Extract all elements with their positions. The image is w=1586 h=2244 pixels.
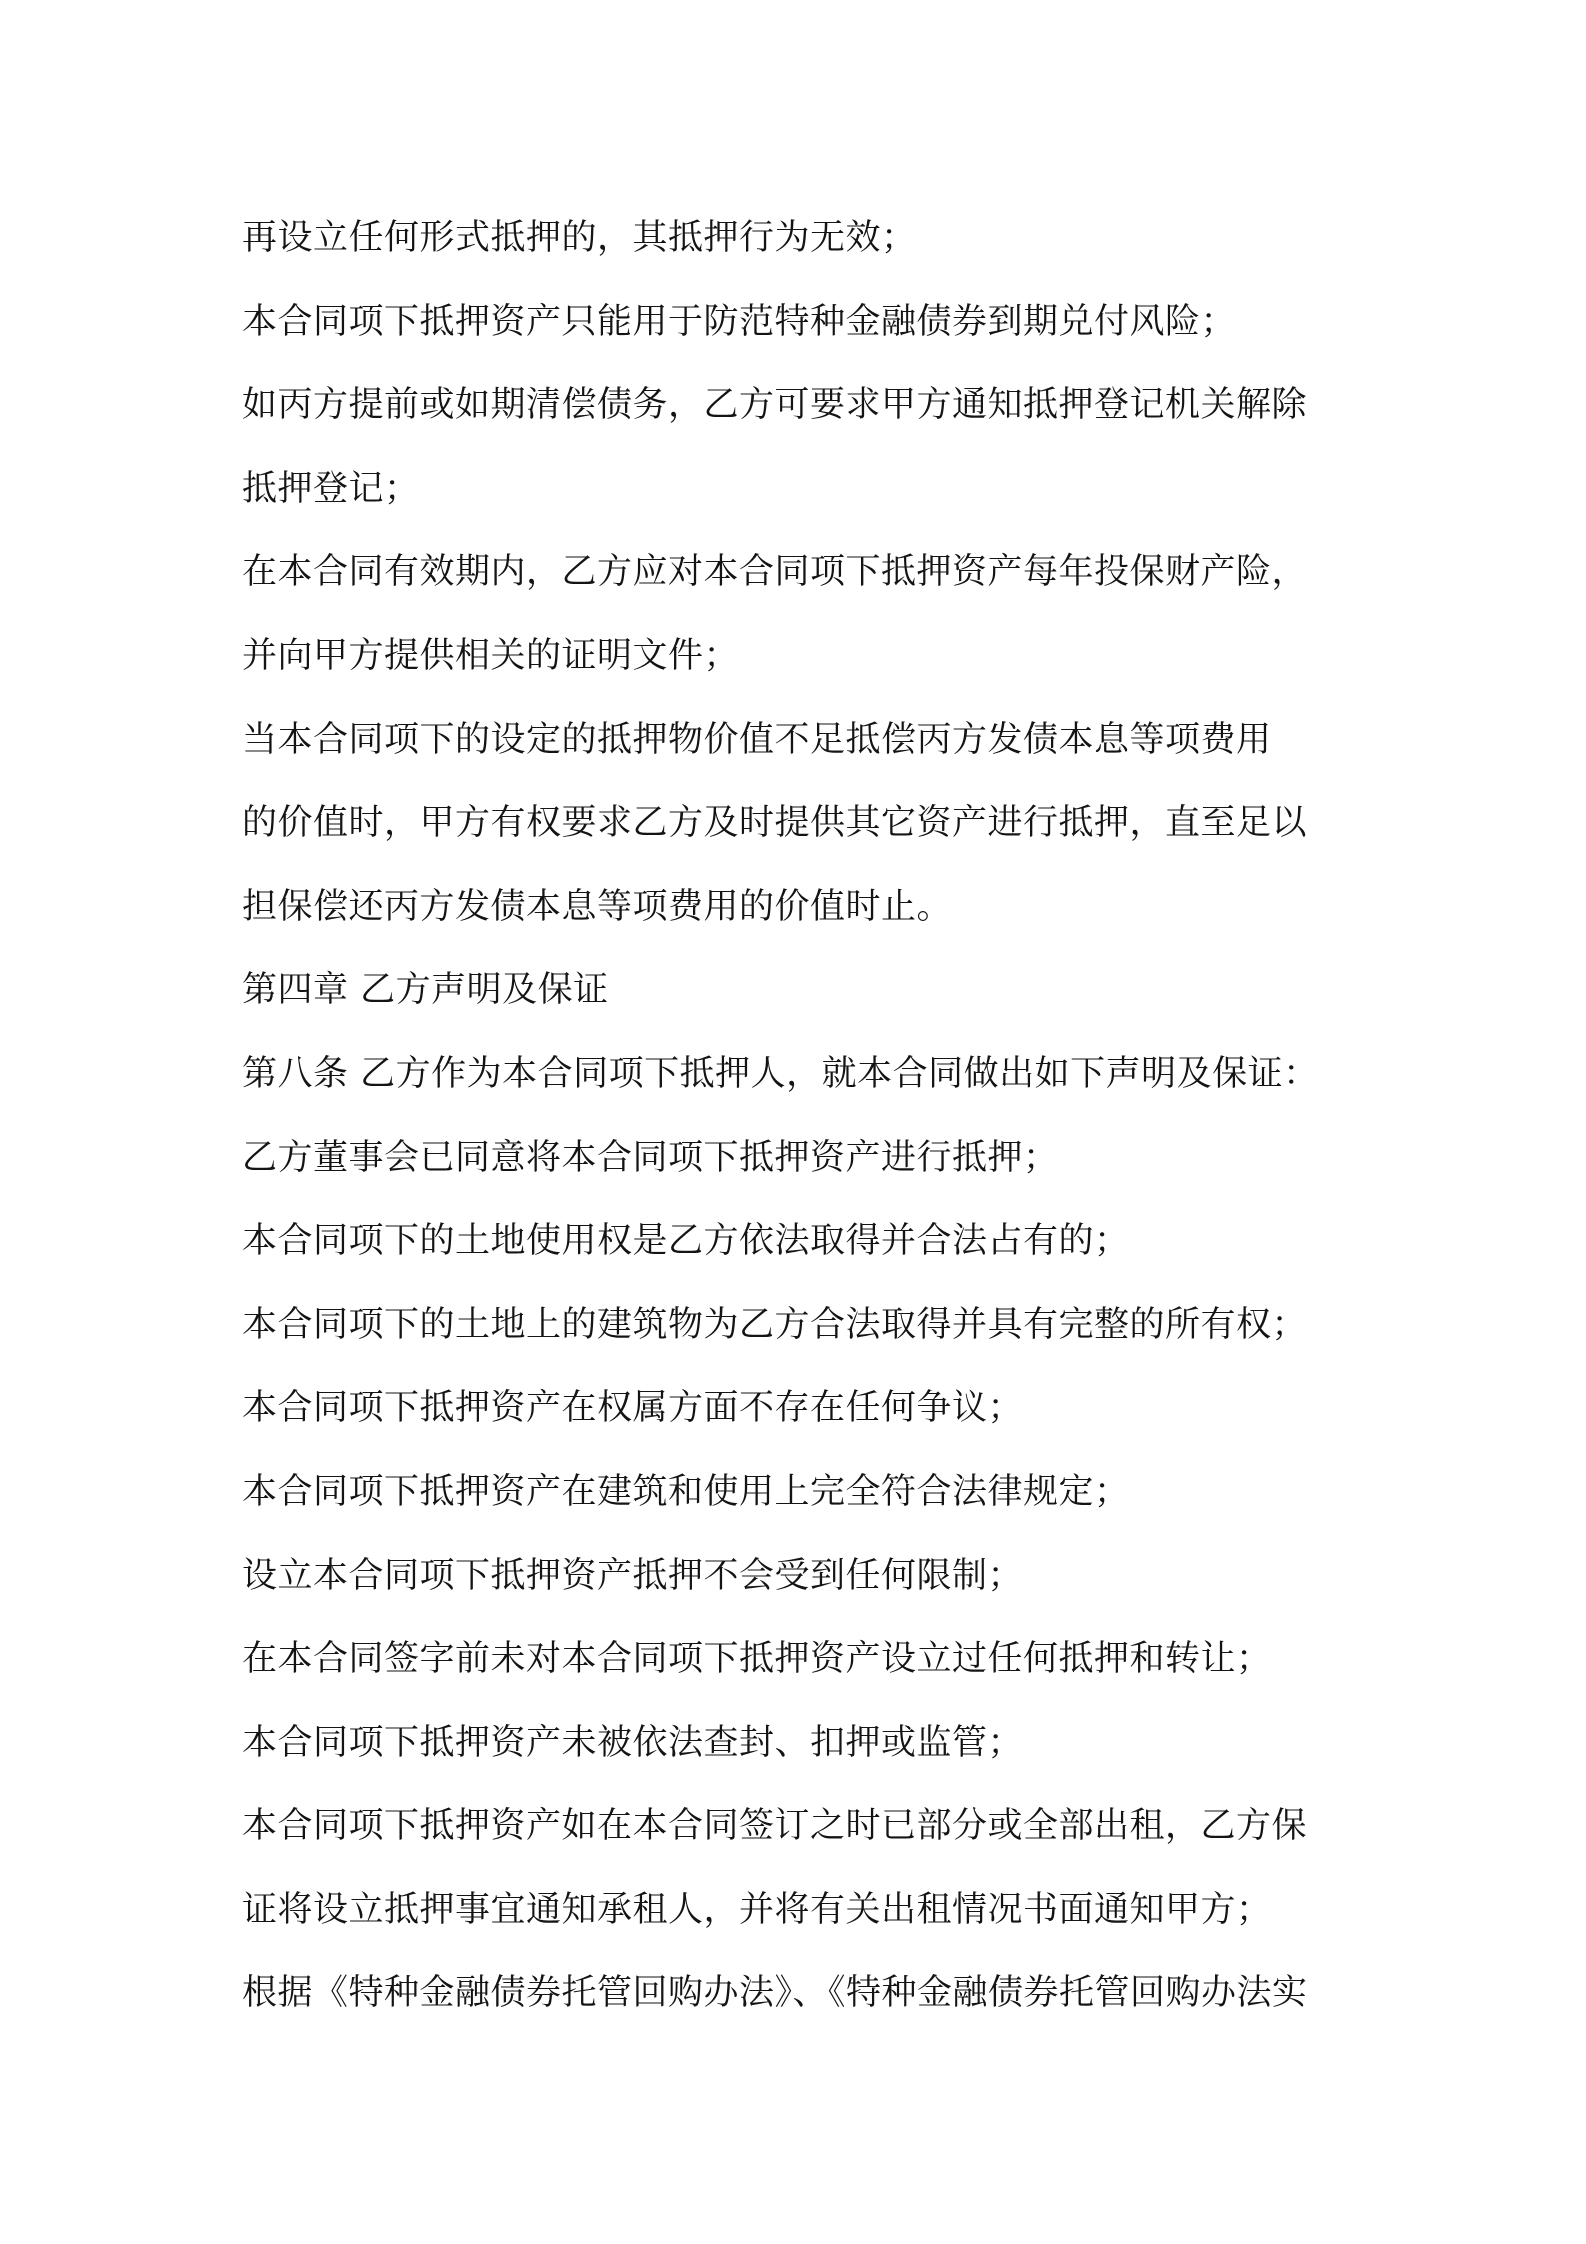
text-line: 设立本合同项下抵押资产抵押不会受到任何限制； — [242, 1555, 1024, 1596]
text-line: 在本合同有效期内，乙方应对本合同项下抵押资产每年投保财产险， — [242, 552, 1308, 593]
text-line: 证将设立抵押事宜通知承租人，并将有关出租情况书面通知甲方； — [242, 1889, 1272, 1930]
text-line: 在本合同签字前未对本合同项下抵押资产设立过任何抵押和转让； — [242, 1639, 1272, 1680]
text-line: 本合同项下抵押资产未被依法查封、扣押或监管； — [242, 1722, 1024, 1763]
text-line: 本合同项下抵押资产在建筑和使用上完全符合法律规定； — [242, 1471, 1130, 1512]
text-line: 乙方董事会已同意将本合同项下抵押资产进行抵押； — [242, 1137, 1059, 1178]
text-line: 本合同项下的土地使用权是乙方依法取得并合法占有的； — [242, 1221, 1130, 1262]
text-line: 本合同项下抵押资产在权属方面不存在任何争议； — [242, 1388, 1024, 1429]
document-body — [242, 197, 1372, 2036]
text-line: 并向甲方提供相关的证明文件； — [242, 635, 740, 676]
text-line: 本合同项下的土地上的建筑物为乙方合法取得并具有完整的所有权； — [242, 1304, 1308, 1345]
text-line: 根据《特种金融债券托管回购办法》、《特种金融债券托管回购办法实 — [242, 1973, 1308, 2014]
text-line: 如丙方提前或如期清偿债务，乙方可要求甲方通知抵押登记机关解除 — [242, 385, 1308, 426]
text-line: 抵押登记； — [242, 468, 420, 509]
text-line: 再设立任何形式抵押的，其抵押行为无效； — [242, 218, 917, 258]
text-line: 担保偿还丙方发债本息等项费用的价值时止。 — [242, 886, 953, 927]
text-line: 本合同项下抵押资产只能用于防范特种金融债券到期兑付风险； — [242, 301, 1237, 342]
chapter-heading: 第四章 乙方声明及保证 — [242, 970, 609, 1011]
text-line: 本合同项下抵押资产如在本合同签订之时已部分或全部出租，乙方保 — [242, 1806, 1308, 1847]
article-heading: 第八条 乙方作为本合同项下抵押人，就本合同做出如下声明及保证： — [242, 1053, 1319, 1094]
text-line: 当本合同项下的设定的抵押物价值不足抵偿丙方发债本息等项费用 — [242, 719, 1272, 760]
text-line: 的价值时，甲方有权要求乙方及时提供其它资产进行抵押，直至足以 — [242, 803, 1308, 844]
